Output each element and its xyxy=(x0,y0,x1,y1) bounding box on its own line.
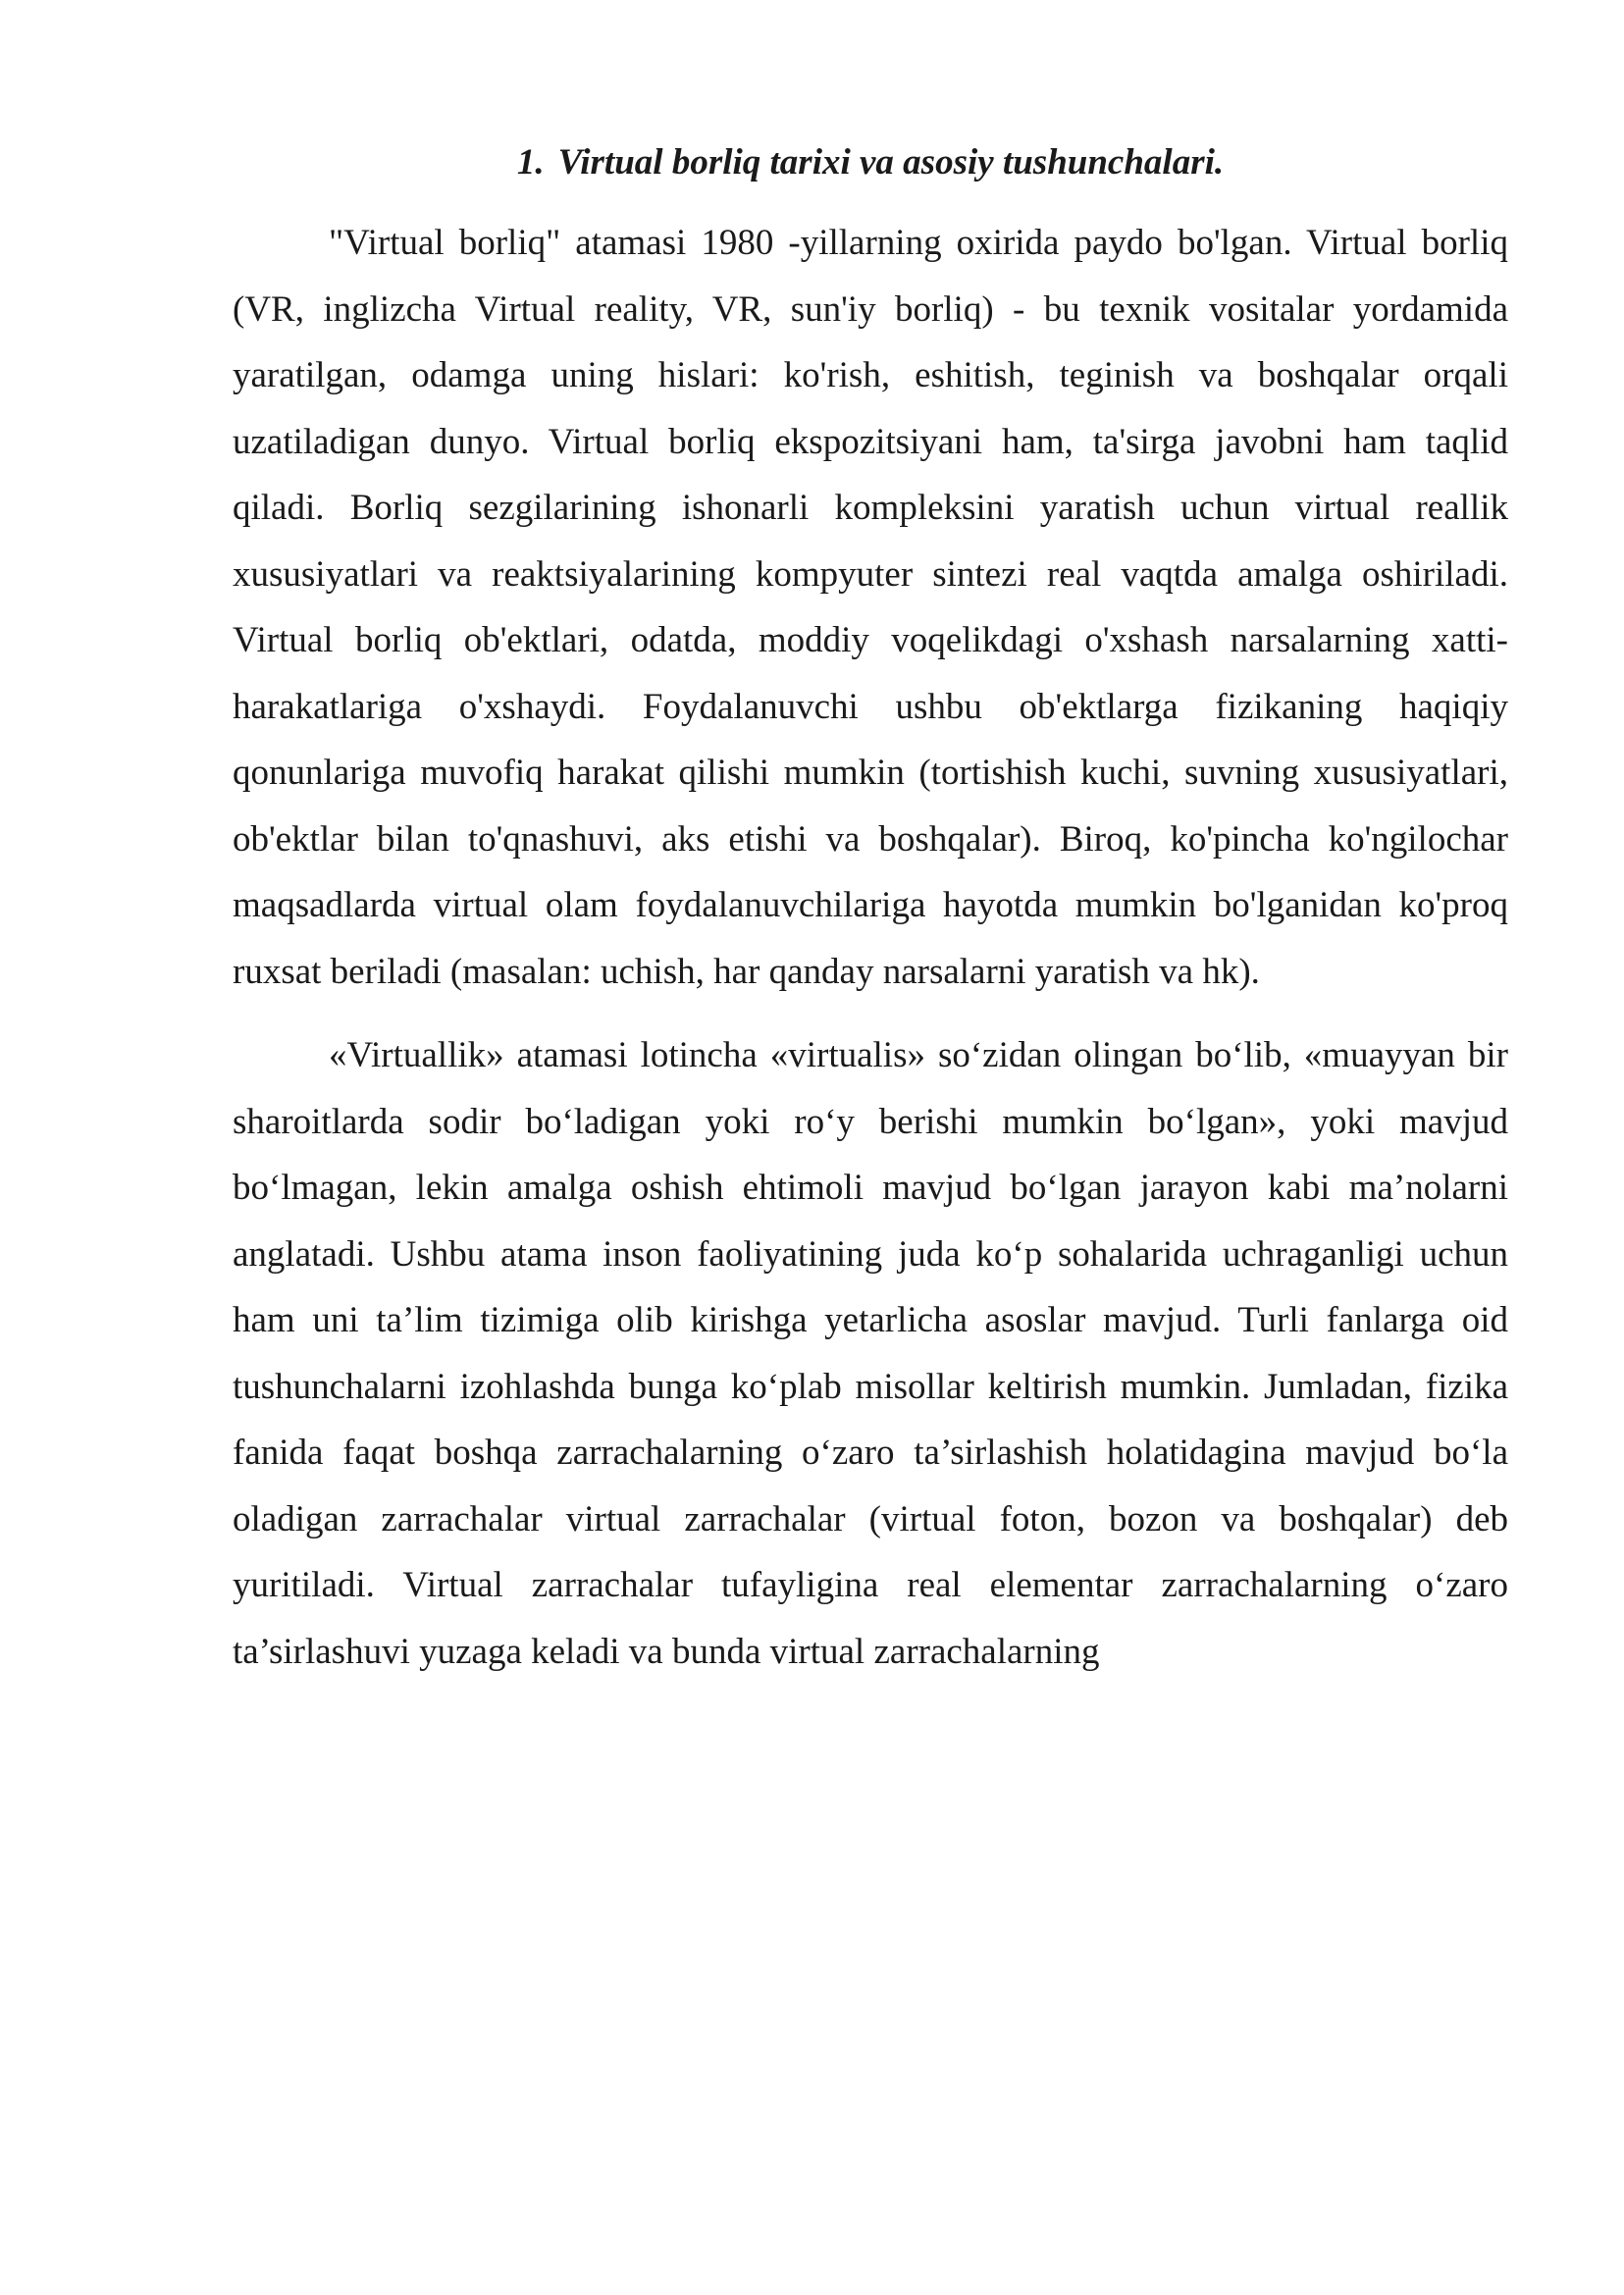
paragraph-2: «Virtuallik» atamasi lotincha «virtualis» so‘zidan olingan bo‘lib, «muayyan bir sharoitlarda sodir bo‘ladigan yoki ro‘y berishi mumkin bo‘lgan», yoki mavjud bo‘lmagan, lekin amalga oshish ehtimoli mavjud bo‘lgan jarayon kabi ma’nolarni anglatadi. Ushbu atama inson faoliyatining juda ko‘p sohalarida uchraganligi uchun ham uni ta’lim tizimiga olib kirishga yetarlicha asoslar mavjud. Turli fanlarga oid tushunchalarni izohlashda bunga ko‘plab misollar keltirish mumkin. Jumladan, fizika fanida faqat boshqa zarrachalarning o‘zaro ta’sirlashish holatidagina mavjud bo‘la oladigan zarrachalar virtual zarrachalar (virtual foton, bozon va boshqalar) deb yuritiladi. Virtual zarrachalar tufayligina real elementar zarrachalarning o‘zaro ta’sirlashuvi yuzaga keladi va bunda virtual zarrachalarning xyxy=(233,1035,1508,1672)
section-number: 1. xyxy=(516,142,545,183)
paragraph-1: "Virtual borliq" atamasi 1980 -yillarning oxirida paydo bo'lgan. Virtual borliq (VR, inglizcha Virtual reality, VR, sun'iy borliq) - bu texnik vositalar yordamida yaratilgan, odamga uning hislari: ko'rish, eshitish, teginish va boshqalar orqali uzatiladigan dunyo. Virtual borliq ekspozitsiyani ham, ta'sirga javobni ham taqlid qiladi. Borliq sezgilarining ishonarli kompleksini yaratish uchun virtual reallik xususiyatlari va reaktsiyalarining kompyuter sintezi real vaqtda amalga oshiriladi. Virtual borliq ob'ektlari, odatda, moddiy voqelikdagi o'xshash narsalarning xatti-harakatlariga o'xshaydi. Foydalanuvchi ushbu ob'ektlarga fizikaning haqiqiy qonunlariga muvofiq harakat qilishi mumkin (tortishish kuchi, suvning xususiyatlari, ob'ektlar bilan to'qnashuvi, aks etishi va boshqalar). Biroq, ko'pincha ko'ngilochar maqsadlarda virtual olam foydalanuvchilariga hayotda mumkin bo'lganidan ko'proq ruxsat beriladi (masalan: uchish, har qanday narsalarni yaratish va hk). xyxy=(233,223,1508,992)
section-heading xyxy=(233,137,1508,188)
section-title: Virtual borliq tarixi va asosiy tushunchalari. xyxy=(557,142,1225,183)
page-content xyxy=(233,137,1508,1685)
